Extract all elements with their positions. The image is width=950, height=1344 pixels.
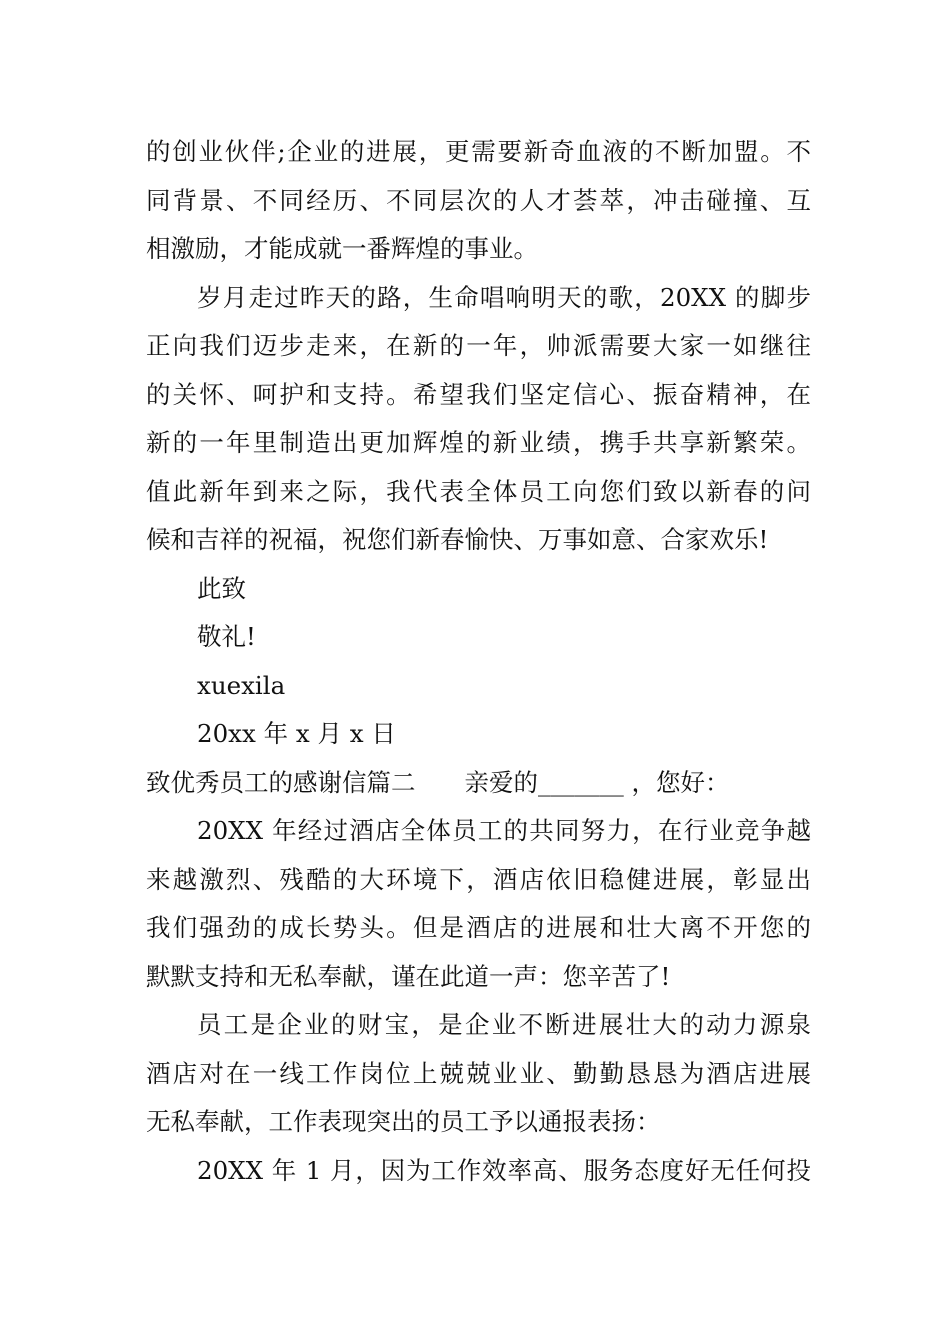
paragraph-1 [146,128,811,274]
paragraph-5 [146,1147,811,1196]
text-line: 员工是企业的财宝，是企业不断进展壮大的动力源泉 [197,1010,811,1039]
closing-block [146,565,811,759]
paragraph-3 [146,807,811,1001]
signature: xuexila [197,670,286,700]
text-line: 候和吉祥的祝福，祝您们新春愉快、万事如意、合家欢乐! [146,525,769,554]
text-line: 20XX 年经过酒店全体员工的共同努力，在行业竞争越 [197,816,811,845]
text-line: 相激励，才能成就一番辉煌的事业。 [146,234,538,263]
text-line: 同背景、不同经历、不同层次的人才荟萃，冲击碰撞、互 [146,185,811,215]
text-line: 值此新年到来之际，我代表全体员工向您们致以新春的问 [146,476,811,506]
text-line: 新的一年里制造出更加辉煌的新业绩，携手共享新繁荣。 [146,428,811,457]
text-line: 我们强劲的成长势头。但是酒店的进展和壮大离不开您的 [146,913,811,942]
paragraph-2 [146,274,811,565]
salutation-line: 此致 [197,573,246,603]
salutation-line: 敬礼! [197,622,256,651]
text-line: 正向我们迈步走来，在新的一年，帅派需要大家一如继往 [146,331,811,360]
text-line: 岁月走过昨天的路，生命唱响明天的歌，20XX 的脚步 [197,282,811,312]
text-line: 默默支持和无私奉献，谨在此道一声：您辛苦了! [146,961,671,991]
text-line: 的创业伙伴;企业的进展，更需要新奇血液的不断加盟。不 [146,137,811,166]
text-line: 无私奉献，工作表现突出的员工予以通报表扬： [146,1107,661,1136]
text-line: 来越激烈、残酷的大环境下，酒店依旧稳健进展，彰显出 [146,864,811,894]
text-line: 酒店对在一线工作岗位上兢兢业业、勤勤恳恳为酒店进展 [146,1058,811,1088]
section-heading: 致优秀员工的感谢信篇二 亲爱的_______ ，您好： [146,767,730,797]
text-line: 20XX 年 1 月，因为工作效率高、服务态度好无任何投 [197,1155,811,1185]
text-line: 的关怀、呵护和支持。希望我们坚定信心、振奋精神，在 [146,379,811,409]
document-page [146,128,811,1195]
letter-date: 20xx 年 x 月 x 日 [197,719,396,748]
paragraph-4 [146,1001,811,1147]
